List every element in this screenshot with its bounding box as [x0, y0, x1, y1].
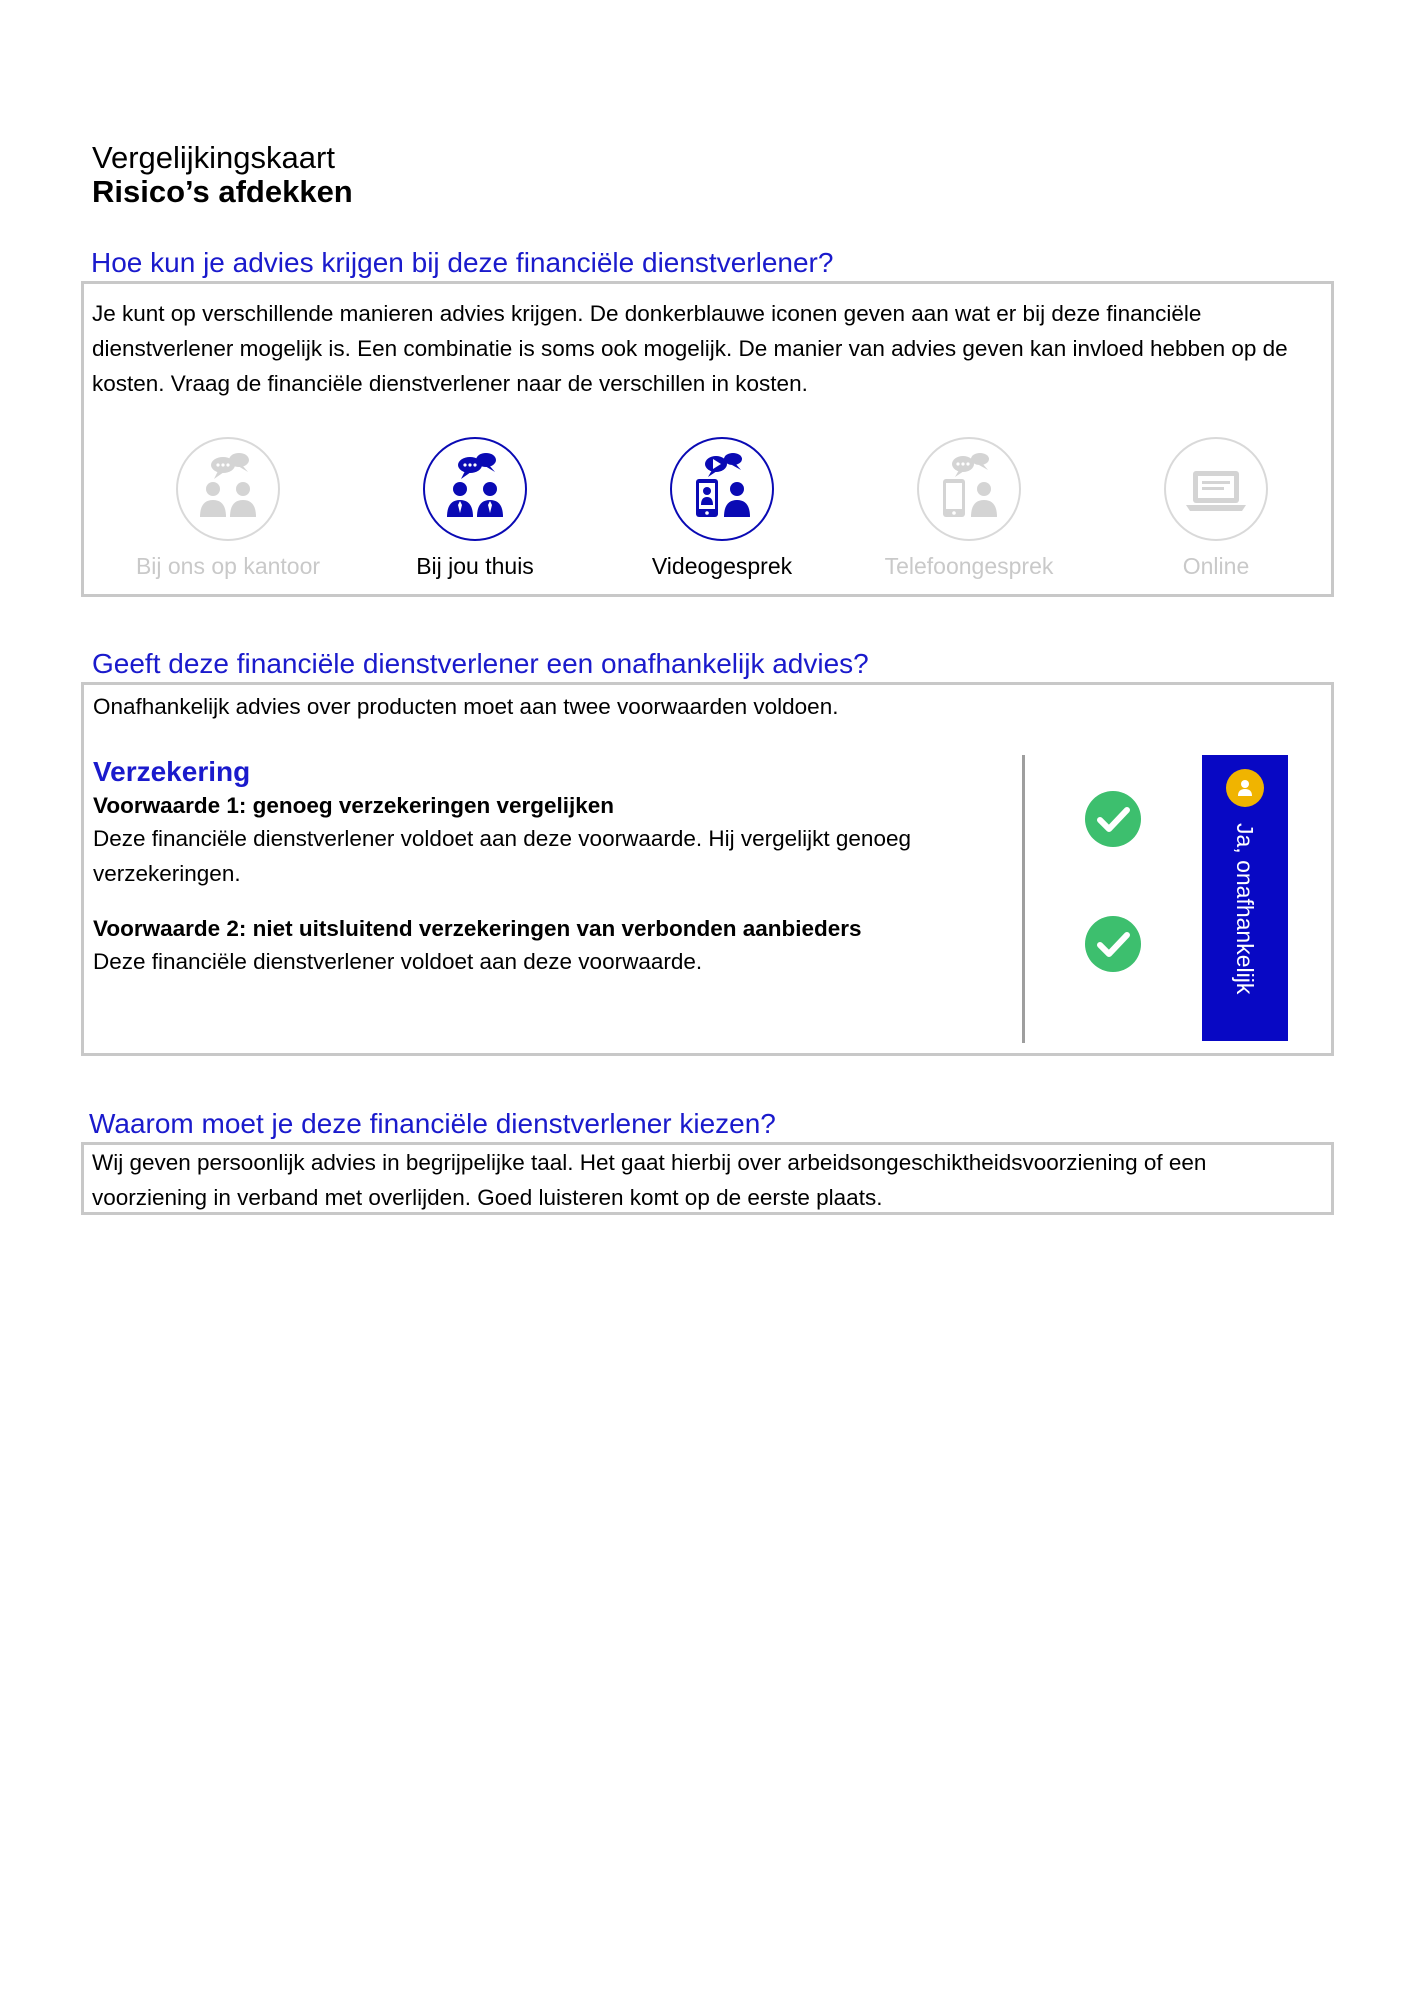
option-online	[1096, 437, 1336, 580]
condition-1-title: Voorwaarde 1: genoeg verzekeringen vergelijken	[93, 793, 615, 818]
option-phone	[849, 437, 1089, 580]
phone-call-icon	[919, 439, 1019, 539]
office-meeting-icon	[178, 439, 278, 539]
video-call-icon	[672, 439, 772, 539]
option-office	[108, 437, 348, 580]
condition-2-title: Voorwaarde 2: niet uitsluitend verzekeringen van verbonden aanbieders	[93, 916, 862, 941]
option-online-label: Online	[1182, 553, 1250, 579]
option-home	[355, 437, 595, 580]
independent-badge	[1202, 755, 1288, 1041]
person-badge-icon	[1226, 769, 1264, 807]
condition-2-text: Deze financiële dienstverlener voldoet aan deze voorwaarde.	[93, 949, 703, 974]
section-why-choose-heading: Waarom moet je deze financiële dienstverlener kiezen?	[89, 1108, 776, 1139]
check-circle-icon	[1084, 790, 1142, 848]
advice-methods-text: Je kunt op verschillende manieren advies krijgen. De donkerblauwe iconen geven aan wat er bij deze financiële dienstverlener mogelijk is. Een combinatie is soms ook mogelijk. De manier van advies geven kan invloed hebben op de kosten. Vraag de financiële dienstverlener naar de verschillen in kosten.	[92, 301, 1288, 396]
section-why-choose-box	[81, 1142, 1334, 1215]
section-independent-advice-box	[81, 682, 1334, 1056]
option-office-label: Bij ons op kantoor	[135, 553, 321, 579]
option-video	[602, 437, 842, 580]
condition-1-text: Deze financiële dienstverlener voldoet aan deze voorwaarde. Hij vergelijkt genoeg verzekeringen.	[93, 826, 911, 886]
document-subtitle: Risico’s afdekken	[92, 174, 353, 209]
option-home-label: Bij jou thuis	[416, 553, 534, 579]
why-choose-text: Wij geven persoonlijk advies in begrijpelijke taal. Het gaat hierbij over arbeidsongeschiktheidsvoorziening of een voorziening in verband met overlijden. Goed luisteren komt op de eerste plaats.	[92, 1150, 1207, 1210]
independent-advice-intro: Onafhankelijk advies over producten moet aan twee voorwaarden voldoen.	[93, 694, 839, 719]
document-title: Vergelijkingskaart	[92, 140, 335, 175]
section-independent-advice-heading: Geeft deze financiële dienstverlener een onafhankelijk advies?	[92, 648, 869, 679]
category-title: Verzekering	[93, 756, 251, 787]
section-advice-methods-heading: Hoe kun je advies krijgen bij deze financiële dienstverlener?	[91, 247, 834, 278]
option-phone-label: Telefoongesprek	[884, 553, 1054, 579]
section-advice-methods-box	[81, 281, 1334, 597]
check-circle-icon	[1084, 915, 1142, 973]
home-meeting-icon	[425, 439, 525, 539]
laptop-icon	[1166, 439, 1266, 539]
vertical-divider	[1022, 755, 1025, 1043]
independent-badge-label: Ja, onafhankelijk	[1232, 823, 1258, 995]
option-video-label: Videogesprek	[651, 553, 793, 579]
